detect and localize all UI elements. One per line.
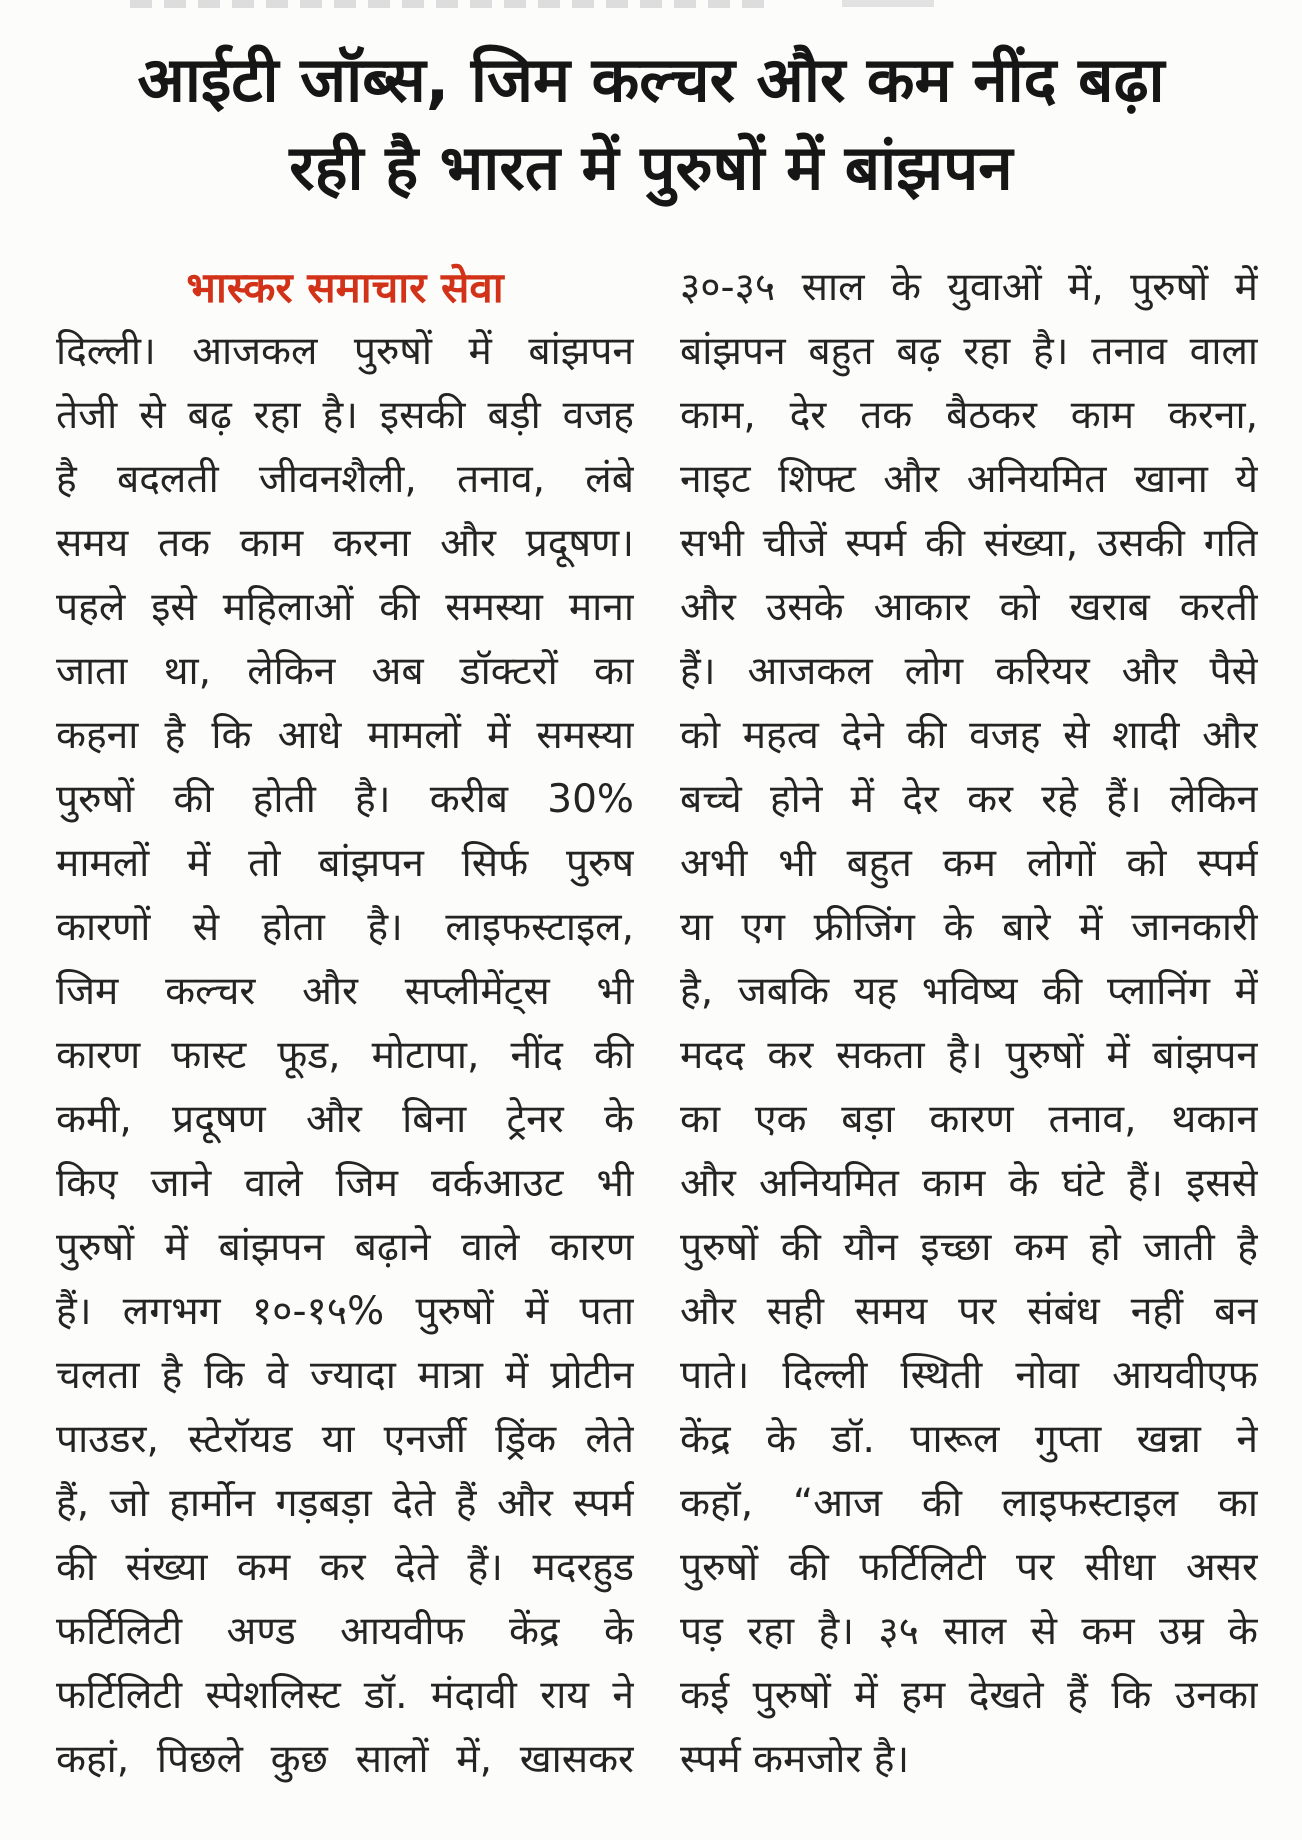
text-line: पुरुषों की यौन इच्छा कम हो जाती है [680, 1225, 1258, 1270]
text-line: मामलों में तो बांझपन सिर्फ पुरुष [56, 841, 634, 886]
text-line: किए जाने वाले जिम वर्कआउट भी [56, 1161, 634, 1206]
text-line: फर्टिलिटी अण्ड आयवीफ केंद्र के [56, 1609, 634, 1654]
text-line: को महत्व देने की वजह से शादी और [680, 713, 1258, 758]
headline-line-2: रही है भारत में पुरुषों में बांझपन [289, 131, 1013, 204]
text-line: पड़ रहा है। ३५ साल से कम उम्र के [680, 1609, 1258, 1654]
cropped-text-remnant [842, 0, 934, 7]
text-line: काम, देर तक बैठकर काम करना, [680, 393, 1258, 438]
text-line: सभी चीजें स्पर्म की संख्या, उसकी गति [680, 521, 1258, 566]
text-line: जिम कल्चर और सप्लीमेंट्स भी [56, 969, 634, 1014]
text-line: कहां, पिछले कुछ सालों में, खासकर [56, 1737, 634, 1782]
text-line: का एक बड़ा कारण तनाव, थकान [680, 1097, 1258, 1142]
text-line: हैं। आजकल लोग करियर और पैसे [680, 649, 1258, 694]
text-line: नाइट शिफ्ट और अनियमित खाना ये [680, 457, 1258, 502]
text-line: बांझपन बहुत बढ़ रहा है। तनाव वाला [680, 329, 1258, 374]
text-line: फर्टिलिटी स्पेशलिस्ट डॉ. मंदावी राय ने [56, 1673, 634, 1718]
text-line: पहले इसे महिलाओं की समस्या माना [56, 585, 634, 630]
text-line: कई पुरुषों में हम देखते हैं कि उनका [680, 1673, 1258, 1718]
text-line: और अनियमित काम के घंटे हैं। इससे [680, 1161, 1258, 1206]
text-line: चलता है कि वे ज्यादा मात्रा में प्रोटीन [56, 1353, 634, 1398]
text-line: केंद्र के डॉ. पारूल गुप्ता खन्ना ने [680, 1417, 1258, 1462]
text-line: मदद कर सकता है। पुरुषों में बांझपन [680, 1033, 1258, 1078]
text-line: पाउडर, स्टेरॉयड या एनर्जी ड्रिंक लेते [56, 1417, 634, 1462]
text-line: कहॉ, “आज की लाइफस्टाइल का [680, 1481, 1258, 1526]
text-line: और उसके आकार को खराब करती [680, 585, 1258, 630]
text-line: कमी, प्रदूषण और बिना ट्रेनर के [56, 1097, 634, 1142]
text-line: पुरुषों में बांझपन बढ़ाने वाले कारण [56, 1225, 634, 1270]
text-line: कारण फास्ट फूड, मोटापा, नींद की [56, 1033, 634, 1078]
text-line: बच्चे होने में देर कर रहे हैं। लेकिन [680, 777, 1258, 822]
text-line: कहना है कि आधे मामलों में समस्या [56, 713, 634, 758]
right-column [680, 256, 1258, 1792]
left-column [56, 256, 634, 1792]
text-line: पुरुषों की फर्टिलिटी पर सीधा असर [680, 1545, 1258, 1590]
article-headline [40, 36, 1262, 212]
cropped-text-remnant [130, 0, 775, 8]
text-line: हैं। लगभग १०-१५% पुरुषों में पता [56, 1289, 634, 1334]
article-body [56, 256, 1258, 1792]
text-line: है बदलती जीवनशैली, तनाव, लंबे [56, 457, 634, 502]
text-line: की संख्या कम कर देते हैं। मदरहुड [56, 1545, 634, 1590]
right-column-text [680, 256, 1258, 1792]
text-line: समय तक काम करना और प्रदूषण। [56, 521, 634, 566]
byline: भास्कर समाचार सेवा [186, 263, 504, 312]
text-line: स्पर्म कमजोर है। [680, 1737, 910, 1782]
text-line: कारणों से होता है। लाइफस्टाइल, [56, 905, 634, 950]
text-line: दिल्ली। आजकल पुरुषों में बांझपन [56, 329, 634, 374]
text-line: अभी भी बहुत कम लोगों को स्पर्म [680, 841, 1258, 886]
text-line: है, जबकि यह भविष्य की प्लानिंग में [680, 969, 1258, 1014]
text-line: हैं, जो हार्मोन गड़बड़ा देते हैं और स्पर्म [56, 1481, 634, 1526]
text-line: और सही समय पर संबंध नहीं बन [680, 1289, 1258, 1334]
text-line: ३०-३५ साल के युवाओं में, पुरुषों में [680, 265, 1258, 310]
text-line: या एग फ्रीजिंग के बारे में जानकारी [680, 905, 1258, 950]
text-line: जाता था, लेकिन अब डॉक्टरों का [56, 649, 634, 694]
text-line: पाते। दिल्ली स्थिती नोवा आयवीएफ [680, 1353, 1258, 1398]
headline-line-1: आईटी जॉब्स, जिम कल्चर और कम नींद बढ़ा [137, 43, 1165, 116]
text-line: तेजी से बढ़ रहा है। इसकी बड़ी वजह [56, 393, 634, 438]
text-line: पुरुषों की होती है। करीब 30% [56, 777, 634, 822]
left-column-text [56, 320, 634, 1792]
